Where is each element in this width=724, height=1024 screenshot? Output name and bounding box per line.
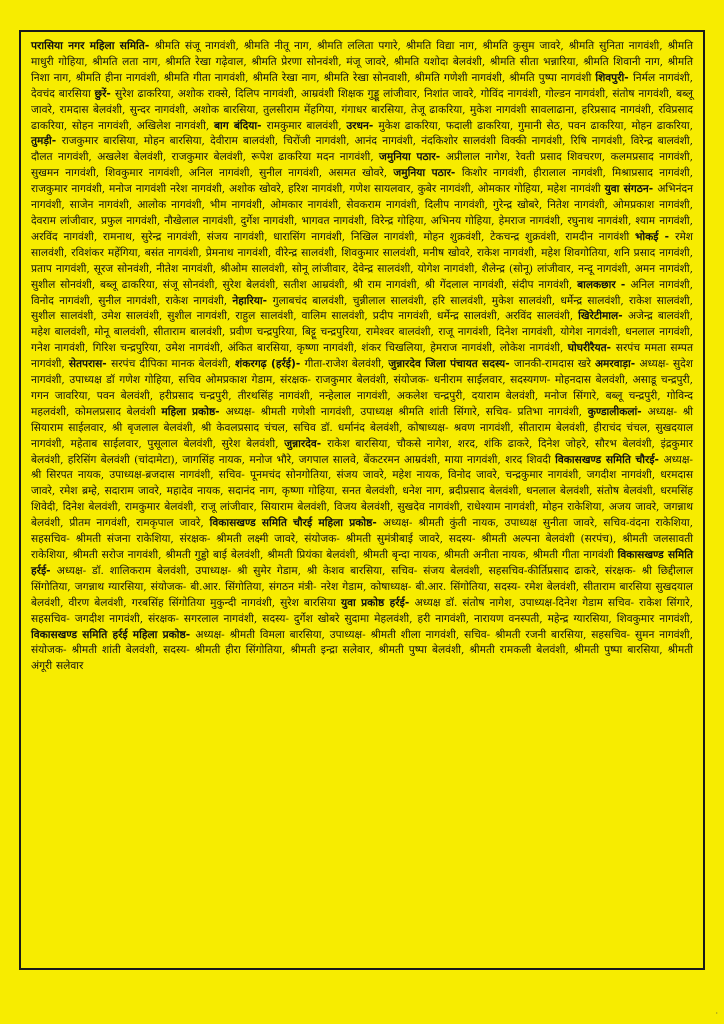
member-names: मुकेश ढाकरिया, फदाली ढाकरिया, गुमानी सेठ, पवन ढाकरिया, मोहन ढाकरिया, xyxy=(378,119,694,132)
member-names: सुरेश ढाकरिया, अशोक राक्से, दिलिप नागवंशी, आम्रवंशी शिक्षक गुड्डू लांजीवार, निशांत जावरे, गोविंद नागवंशी, गोल्डन नागवंशी, संतोष नागवंशी, बब्लू जावरे, रामदास बेलवंशी, सुन्दर नागवंशी, अशोक बारसिया, तुलसीराम मेंहगिया, गंगाधर बारसिया, तेजू ढाकरिया, मुकेश नागवंशी सावलाढाना, हरिप्रसाद नागवंशी, रविप्रसाद ढाकरिया, सोहन नागवंशी, अखिलेश नागवंशी, xyxy=(31,87,693,132)
member-names: सरपंच ममता सम्पत नागवंशी, xyxy=(31,342,693,371)
member-names: अध्यक्ष डॉ. संतोष नागेश, उपाध्यक्ष-दिनेश गेडाम सचिव- राकेश सिंगारे, सहसचिव- जगदीश नागवंशी, संरक्षक- सगरलाल नागवंशी, सदस्य- दुर्गेश खोबरे सुदामा मेहलवंशी, हरी नागवंशी, नारायण वनस्पती, महेन्द्र ग्यारसिया, शिवकुमार नागवंशी, xyxy=(31,596,693,625)
member-names: रामकुमार बालवंशी, xyxy=(266,119,347,132)
section-heading: बाग बंदिया- xyxy=(213,119,267,132)
member-list-text xyxy=(31,39,693,675)
member-names: गीता-राजेश बेलवंशी, xyxy=(304,358,389,371)
member-names: अनिल नागवंशी, विनोद नागवंशी, सुनील नागवंशी, राकेश नागवंशी, xyxy=(31,278,694,307)
member-names: अध्यक्ष- श्रीमती कुंती नायक, उपाध्यक्ष सुनीता जावरे, सचिव-वंदना राकेशिया, सहसचिव- श्रीमती संजना राकेशिया, संरक्षक- श्रीमती लक्ष्मी जावरे, संयोजक- श्रीमती सुमंत्रीबाई जावरे, सदस्य- श्रीमती अल्पना बेलवंशी (सरपंच), श्रीमती जलसावती राकेशिया, श्रीमती सरोज नागवंशी, श्रीमती गुड्डो बाई बेलवंशी, श्रीमती प्रियंका बेलवंशी, श्रीमती बृन्दा नायक, श्रीमती अनीता नायक, श्रीमती गीता नागवंशी xyxy=(31,517,694,561)
member-names: अजेन्द्र बालवंशी, महेश बालवंशी, मोनू बालवंशी, सीताराम बालवंशी, प्रवीण चन्द्रपुरिया, बिट्टू चन्द्रपुरिया, रामेश्वर बालवंशी, राजू नागवंशी, दिनेश नागवंशी, योगेश नागवंशी, धनलाल नागवंशी, गनेश नागवंशी, गिरिश चन्द्रपुरिया, उमेश नागवंशी, अंकित बारसिया, कृष्णा नागवंशी, शंकर चिखलिया, हेमराज नागवंशी, लोकेश नागवंशी, xyxy=(31,310,693,355)
member-names: अध्यक्ष- श्री सिरपत नायक, उपाध्यक्ष-ब्रजदास नागवंशी, सचिव- पूनमचंद सोनगोतिया, संजय जावरे, महेश नायक, विनोद जावरे, चन्द्रकुमार नागवंशी, जगदीश नागवंशी, धरमदास जावरे, रमेश ब्रम्हे, सदाराम जावरे, महादेव नायक, सदानंद नाग, कृष्णा गोहिया, सनत बेलवंशी, धनेश नाग, ब्रदीप्रसाद बेलवंशी, धनलाल बेलवंशी, संतोष बेलवंशी, धरमसिंह शिवेदी, दिनेश बेलवंशी, रामकुमार बेलवंशी, राजू लांजीवार, सियाराम बेलवंशी, विजय बेलवंशी, सुखदेव नागवंशी, राधेश्याम नागवंशी, मोहन राकेशिया, अजय जावरे, जगन्नाथ बेलवंशी, प्रीतम नागवंशी, रामकृपाल जावरे, xyxy=(31,453,694,530)
section-heading: भोकई - xyxy=(634,230,676,243)
member-names: अध्यक्ष- सुदेश नागवंशी, उपाध्यक्ष डॉ गणेश गोहिया, सचिव ओमप्रकाश गेडाम, संरक्षक- राजकुमार बेलवंशी, संयोजक- धनीराम साईलवार, सदस्यगण- मोहनदास बेलवंशी, असाडू चन्द्रपुरी, गगन जावरिया, पवन बेलवंशी, हरीप्रसाद चन्द्रपुरी, तीरथसिंह नागवंशी, नन्हेलाल नागवंशी, अकलेश चन्द्रपुरी, दयाराम बेलवंशी, मनोज सिंगारे, बब्लू चन्द्रपुरी, गोविन्द महलवंशी, कोमलप्रसाद बेलवंशी xyxy=(31,358,693,418)
section-heading: जमुनिया पठार- xyxy=(379,151,446,164)
page-mark: · xyxy=(715,1009,718,1018)
member-names: अध्यक्ष- डॉ. शालिकराम बेलवंशी, उपाध्यक्ष- श्री सुमेर गेडाम, श्री केशव बारसिया, सचिव- संजय बेलवंशी, सहसचिव-कीर्तिप्रसाद ढाकरे, संरक्षक- श्री छिद्दीलाल सिंगोतिया, जगन्नाथ ग्यारसिया, संयोजक- बी.आर. सिंगोतिया, संगठन मंत्री- नरेश गेडाम, कोषाध्यक्ष- बी.आर. सिंगोतिया, सदस्य- रमेश बेलवंशी, सीताराम बारसिया सुखदयाल बेलवंशी, वीरण बेलवंशी, गरबसिंह सिंगोतिया मुकुन्दी नागवंशी, सुरेश बारसिया xyxy=(31,564,693,609)
section-heading: जमुनिया पठार- xyxy=(393,167,462,180)
member-names: श्रीमति संजू नागवंशी, श्रीमति नीतू नाग, श्रीमति ललिता पगारे, श्रीमति विद्या नाग, श्रीमति कुसुम जावरे, श्रीमति सुनिता नागवंशी, श्रीमति माधुरी गोहिया, श्रीमति लता नाग, श्रीमति रेखा गढ़ेवाल, श्रीमति प्रेरणा सोनवंशी, मंजू जावरे, श्रीमति यशोदा बेलवंशी, श्रीमति सीता भन्नारिया, श्रीमति शिवानी नाग, श्रीमति निशा नाग, श्रीमति हीना नागवंशी, श्रीमति गीता नागवंशी, श्रीमति रेखा नाग, श्रीमति रेखा सोनवाशी, श्रीमति गणेशी नागवंशी, श्रीमति पुष्पा नागवंशी xyxy=(31,40,693,84)
section-heading: तुमड़ी- xyxy=(31,135,62,148)
section-heading: नेहारिया- xyxy=(232,294,273,307)
section-heading: विकासखण्ड समिति हर्रई- xyxy=(31,549,693,577)
section-heading: युवा संगठन- xyxy=(604,183,658,196)
member-names: अध्यक्ष- श्रीमती विमला बारसिया, उपाध्यक्ष- श्रीमती शीला नागवंशी, सचिव- श्रीमती रजनी बारसिया, सहसचिव- सुमन नागवंशी, संयोजक- श्रीमती शांती बेलवंशी, सदस्य- श्रीमती हीरा सिंगोतिया, श्रीमती इन्द्रा सलेवार, श्रीमती पुष्पा बेलवंशी, श्रीमती रामकली बेलवंशी, श्रीमती पुष्पा बारसिया, श्रीमती अंगूरी सलेवार xyxy=(31,628,693,673)
section-heading: खिरेटीमाल- xyxy=(578,310,628,323)
member-names: अध्यक्ष- श्रीमती गणेशी नागवंशी, उपाध्यक्ष श्रीमति शांती सिंगारे, सचिव- प्रतिभा नागवंशी, xyxy=(225,405,588,418)
member-names: निर्मल नागवंशी, देवचंद बारसिया xyxy=(31,71,693,100)
member-names: किशोर नागवंशी, हीरालाल नागवंशी, मिश्राप्रसाद नागवंशी, राजकुमार नागवंशी, मनोज नागवंशी नरेश नागवंशी, अशोक खोवरे, हरिश नागवंशी, गणेश सायलवार, कुबेर नागवंशी, ओमकार गोहिया, महेश नागवंशी xyxy=(31,167,694,196)
section-heading: युवा प्रकोष्ठ हर्रई- xyxy=(340,596,415,609)
section-heading: परासिया नगर महिला समिति- xyxy=(31,40,155,52)
section-heading: कुण्डालीकलां- xyxy=(587,405,648,418)
section-heading: घोघरीरैयत- xyxy=(567,342,616,355)
member-names: जानकी-रामदास खरे xyxy=(513,358,595,371)
member-names: राजकुमार बारसिया, मोहन बारसिया, देवीराम बालवंशी, चिरोंजी नागवंशी, आनंद नागवंशी, नंदकिशोर सालवंशी विक्की नागवंशी, रिषि नागवंशी, विरेन्द्र बालवंशी, दौलत नागवंशी, अखलेश बेलवंशी, राजकुमार बेलवंशी, रूपेश ढाकरिया मदन नागवंशी, xyxy=(31,135,693,164)
section-heading: बालकछार - xyxy=(577,278,631,291)
member-names: अप्रीलाल नागेश, रेवती प्रसाद शिवचरण, कलमप्रसाद नागवंशी, सुखमन नागवंशी, शिवकुमार नागवंशी, अनिल नागवंशी, सुनील नागवंशी, असमत खोवरे, xyxy=(31,151,693,180)
member-names: राकेश बारसिया, चौकसे नागेश, शरद, शंकि ढाकरे, दिनेश जोहरे, सौरभ बेलवंशी, इंद्रकुमार बेलवंशी, हरिसिंग बेलवंशी (चांदामेटा), जागसिंह नायक, मनोज भौरे, जगपाल सालवे, बेंकटरमन आम्रवंशी, माया नागवंशी, शरद शिवदी xyxy=(31,437,693,466)
section-heading: जुन्नारदेव- xyxy=(284,437,328,450)
section-heading: छुरें- xyxy=(94,87,116,100)
section-heading: सेतपरास- xyxy=(68,358,112,371)
member-names: अभिनंदन नागवंशी, साजेन नागवंशी, आलोक नागवंशी, भीम नागवंशी, ओमकार नागवंशी, सेवकराम नागवंशी, दिलीप नागवंशी, गुरेन्द्र खोबरे, नितेश नागवंशी, ओमप्रकाश नागवंशी, देवराम लांजीवार, प्रफुल नागवंशी, नौखेलाल नागवंशी, दुर्गेश नागवंशी, भागवत नागवंशी, विरेन्द्र गोहिया, अभिनय गोहिया, हेमराज नागवंशी, रघुनाथ नागवंशी, श्याम नागवंशी, अरविंद नागवंशी, रामनाथ, सुरेन्द्र नागवंशी, संजय नागवंशी, धारासिंग नागवंशी, निखिल नागवंशी, मोहन शुक्रवंशी, टेकचन्द्र शुक्रवंशी, रामदीन नागवंशी xyxy=(31,183,693,243)
member-names: गुलाबचंद बालवंशी, चुन्नीलाल सालवंशी, हरि सालवंशी, मुकेश सालवंशी, धर्मेन्द्र सालवंशी, राकेश सालवंशी, सुशील सालवंशी, उमेश सालवंशी, सुशील नागवंशी, राहुल सालवंशी, वालिम सालवंशी, प्रदीप नागवंशी, धर्मेन्द्र सालवंशी, अरविंद सालवंशी, xyxy=(31,294,693,323)
section-heading: अमरवाड़ा- xyxy=(594,358,640,371)
content-frame xyxy=(19,30,705,970)
section-heading: उरधन- xyxy=(346,119,379,132)
section-heading: विकासखण्ड समिति हर्रई महिला प्रकोष्ठ- xyxy=(31,628,196,641)
section-heading: शिवपुरी- xyxy=(595,71,634,84)
section-heading: विकासखण्ड समिति चौरई महिला प्रकोष्ठ- xyxy=(209,517,384,530)
section-heading: महिला प्रकोष्ठ- xyxy=(161,405,226,418)
section-heading: शंकरगढ़ (हर्रई)- xyxy=(235,358,305,371)
member-names: रमेश सालवंशी, रविशंकर महेंगिया, बसंत नागवंशी, प्रेमनाथ नागवंशी, वीरेन्द्र सालवंशी, शिवकुमार सालवंशी, मनीष खोवरे, राकेश नागवंशी, महेश शिवगोतिया, शनि प्रसाद नागवंशी, प्रताप नागवंशी, सूरज सोनवंशी, नीतेश नागवंशी, श्रीओम सालवंशी, सोनू लांजीवार, देवेन्द्र सालवंशी, योगेश नागवंशी, शैलेन्द्र (सोनू) लांजीवार, नन्दू नागवंशी, अमन नागवंशी, सुशील सोनवंशी, बब्लू ढाकरिया, संजू सोनवंशी, सुरेश बेलवंशी, सतीश आम्रवंशी, श्री राम नागवंशी, श्री गेंदलाल नागवंशी, संदीप नागवंशी, xyxy=(31,230,693,291)
section-heading: जुन्नारदेव जिला पंचायत सदस्य- xyxy=(388,358,514,371)
section-heading: विकासखण्ड समिति चौरई- xyxy=(555,453,664,466)
member-names: अध्यक्ष- श्री सियाराम साईलवार, श्री बृजलाल बेलवंशी, श्री केवलप्रसाद चंचल, सचिव डॉ. धर्मानंद बेलवंशी, कोषाध्यक्ष- श्रवण नागवंशी, सीताराम बेलवंशी, हीराचंद चंचल, सुखदयाल नागवंशी, महेताब साईलवार, पुसूलाल बेलवंशी, सुरेश बेलवंशी, xyxy=(31,405,693,450)
member-names: सरपंच दीपिका मानक बेलवंशी, xyxy=(111,358,236,371)
